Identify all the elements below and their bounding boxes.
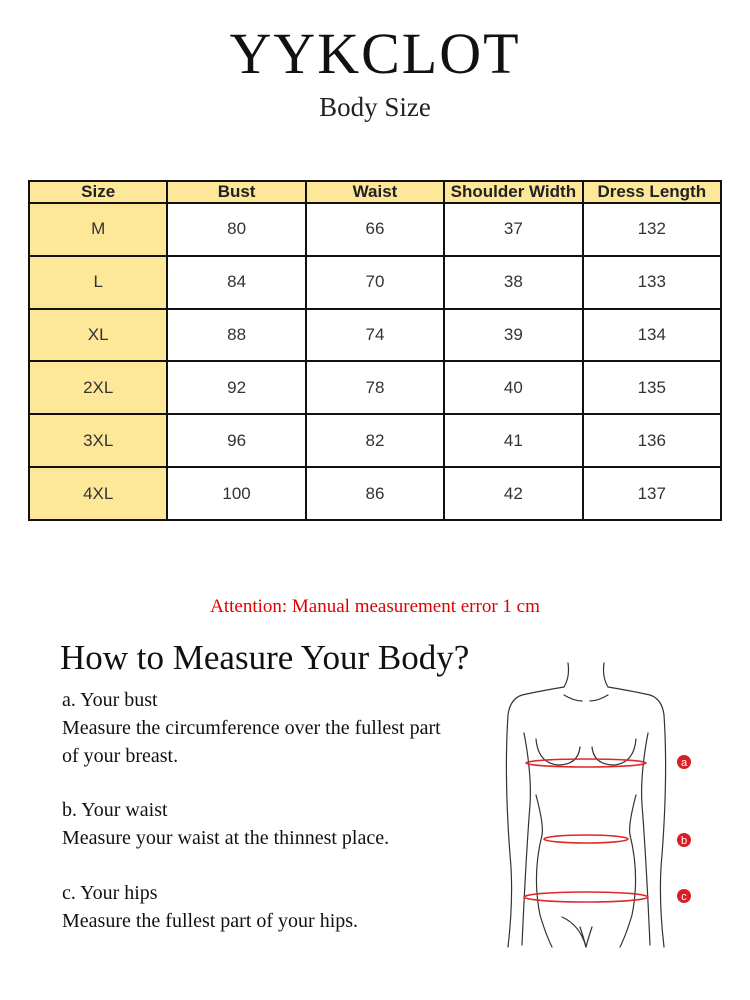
size-cell: M xyxy=(29,203,167,256)
hips-label: c. Your hips xyxy=(62,882,158,904)
page-subtitle: Body Size xyxy=(319,92,431,122)
waist-measure-line xyxy=(544,835,628,843)
waist-instruction xyxy=(62,796,389,852)
bust-text-line2: of your breast. xyxy=(62,745,179,767)
table-row xyxy=(29,256,721,309)
length-cell: 135 xyxy=(583,361,721,414)
waist-cell: 74 xyxy=(306,309,444,362)
waist-text: Measure your waist at the thinnest place. xyxy=(62,827,390,849)
waist-cell: 78 xyxy=(306,361,444,414)
length-cell: 134 xyxy=(583,309,721,362)
waist-cell: 82 xyxy=(306,414,444,467)
shoulder-cell: 42 xyxy=(444,467,582,520)
length-cell: 132 xyxy=(583,203,721,256)
size-cell: 2XL xyxy=(29,361,167,414)
shoulder-cell: 37 xyxy=(444,203,582,256)
shoulder-cell: 40 xyxy=(444,361,582,414)
svg-text:a: a xyxy=(680,757,688,769)
hips-text: Measure the fullest part of your hips. xyxy=(62,910,359,932)
table-row xyxy=(29,309,721,362)
bust-marker xyxy=(677,755,691,769)
shoulder-cell: 39 xyxy=(444,309,582,362)
table-row xyxy=(29,414,721,467)
attention-note: Attention: Manual measurement error 1 cm xyxy=(210,596,540,617)
header-waist: Waist xyxy=(306,181,444,203)
shoulder-cell: 38 xyxy=(444,256,582,309)
table-row xyxy=(29,467,721,520)
header-dress-length: Dress Length xyxy=(583,181,721,203)
size-cell: XL xyxy=(29,309,167,362)
size-chart-table xyxy=(28,180,722,521)
bust-instruction xyxy=(62,686,441,770)
shoulder-cell: 41 xyxy=(444,414,582,467)
hips-instruction xyxy=(62,879,358,935)
waist-cell: 66 xyxy=(306,203,444,256)
table-row xyxy=(29,203,721,256)
svg-text:c: c xyxy=(681,891,687,903)
bust-cell: 100 xyxy=(167,467,305,520)
bust-label: a. Your bust xyxy=(62,689,158,711)
table-row xyxy=(29,361,721,414)
size-cell: 4XL xyxy=(29,467,167,520)
length-cell: 137 xyxy=(583,467,721,520)
length-cell: 136 xyxy=(583,414,721,467)
waist-label: b. Your waist xyxy=(62,799,168,821)
waist-marker xyxy=(677,833,691,847)
bust-cell: 96 xyxy=(167,414,305,467)
waist-cell: 70 xyxy=(306,256,444,309)
size-cell: 3XL xyxy=(29,414,167,467)
howto-heading: How to Measure Your Body? xyxy=(60,638,470,677)
bust-cell: 92 xyxy=(167,361,305,414)
bust-cell: 80 xyxy=(167,203,305,256)
length-cell: 133 xyxy=(583,256,721,309)
bust-text-line1: Measure the circumference over the fullest part xyxy=(62,717,441,739)
header-size: Size xyxy=(29,181,167,203)
header-shoulder-width: Shoulder Width xyxy=(444,181,582,203)
table-header-row xyxy=(29,181,721,203)
brand-title: YYKCLOT xyxy=(229,21,521,86)
bust-cell: 88 xyxy=(167,309,305,362)
body-outline-figure xyxy=(480,655,700,955)
svg-text:b: b xyxy=(680,835,688,847)
bust-cell: 84 xyxy=(167,256,305,309)
header-bust: Bust xyxy=(167,181,305,203)
size-cell: L xyxy=(29,256,167,309)
bust-measure-line xyxy=(526,759,646,767)
waist-cell: 86 xyxy=(306,467,444,520)
hips-marker xyxy=(677,889,691,903)
hips-measure-line xyxy=(524,892,648,902)
